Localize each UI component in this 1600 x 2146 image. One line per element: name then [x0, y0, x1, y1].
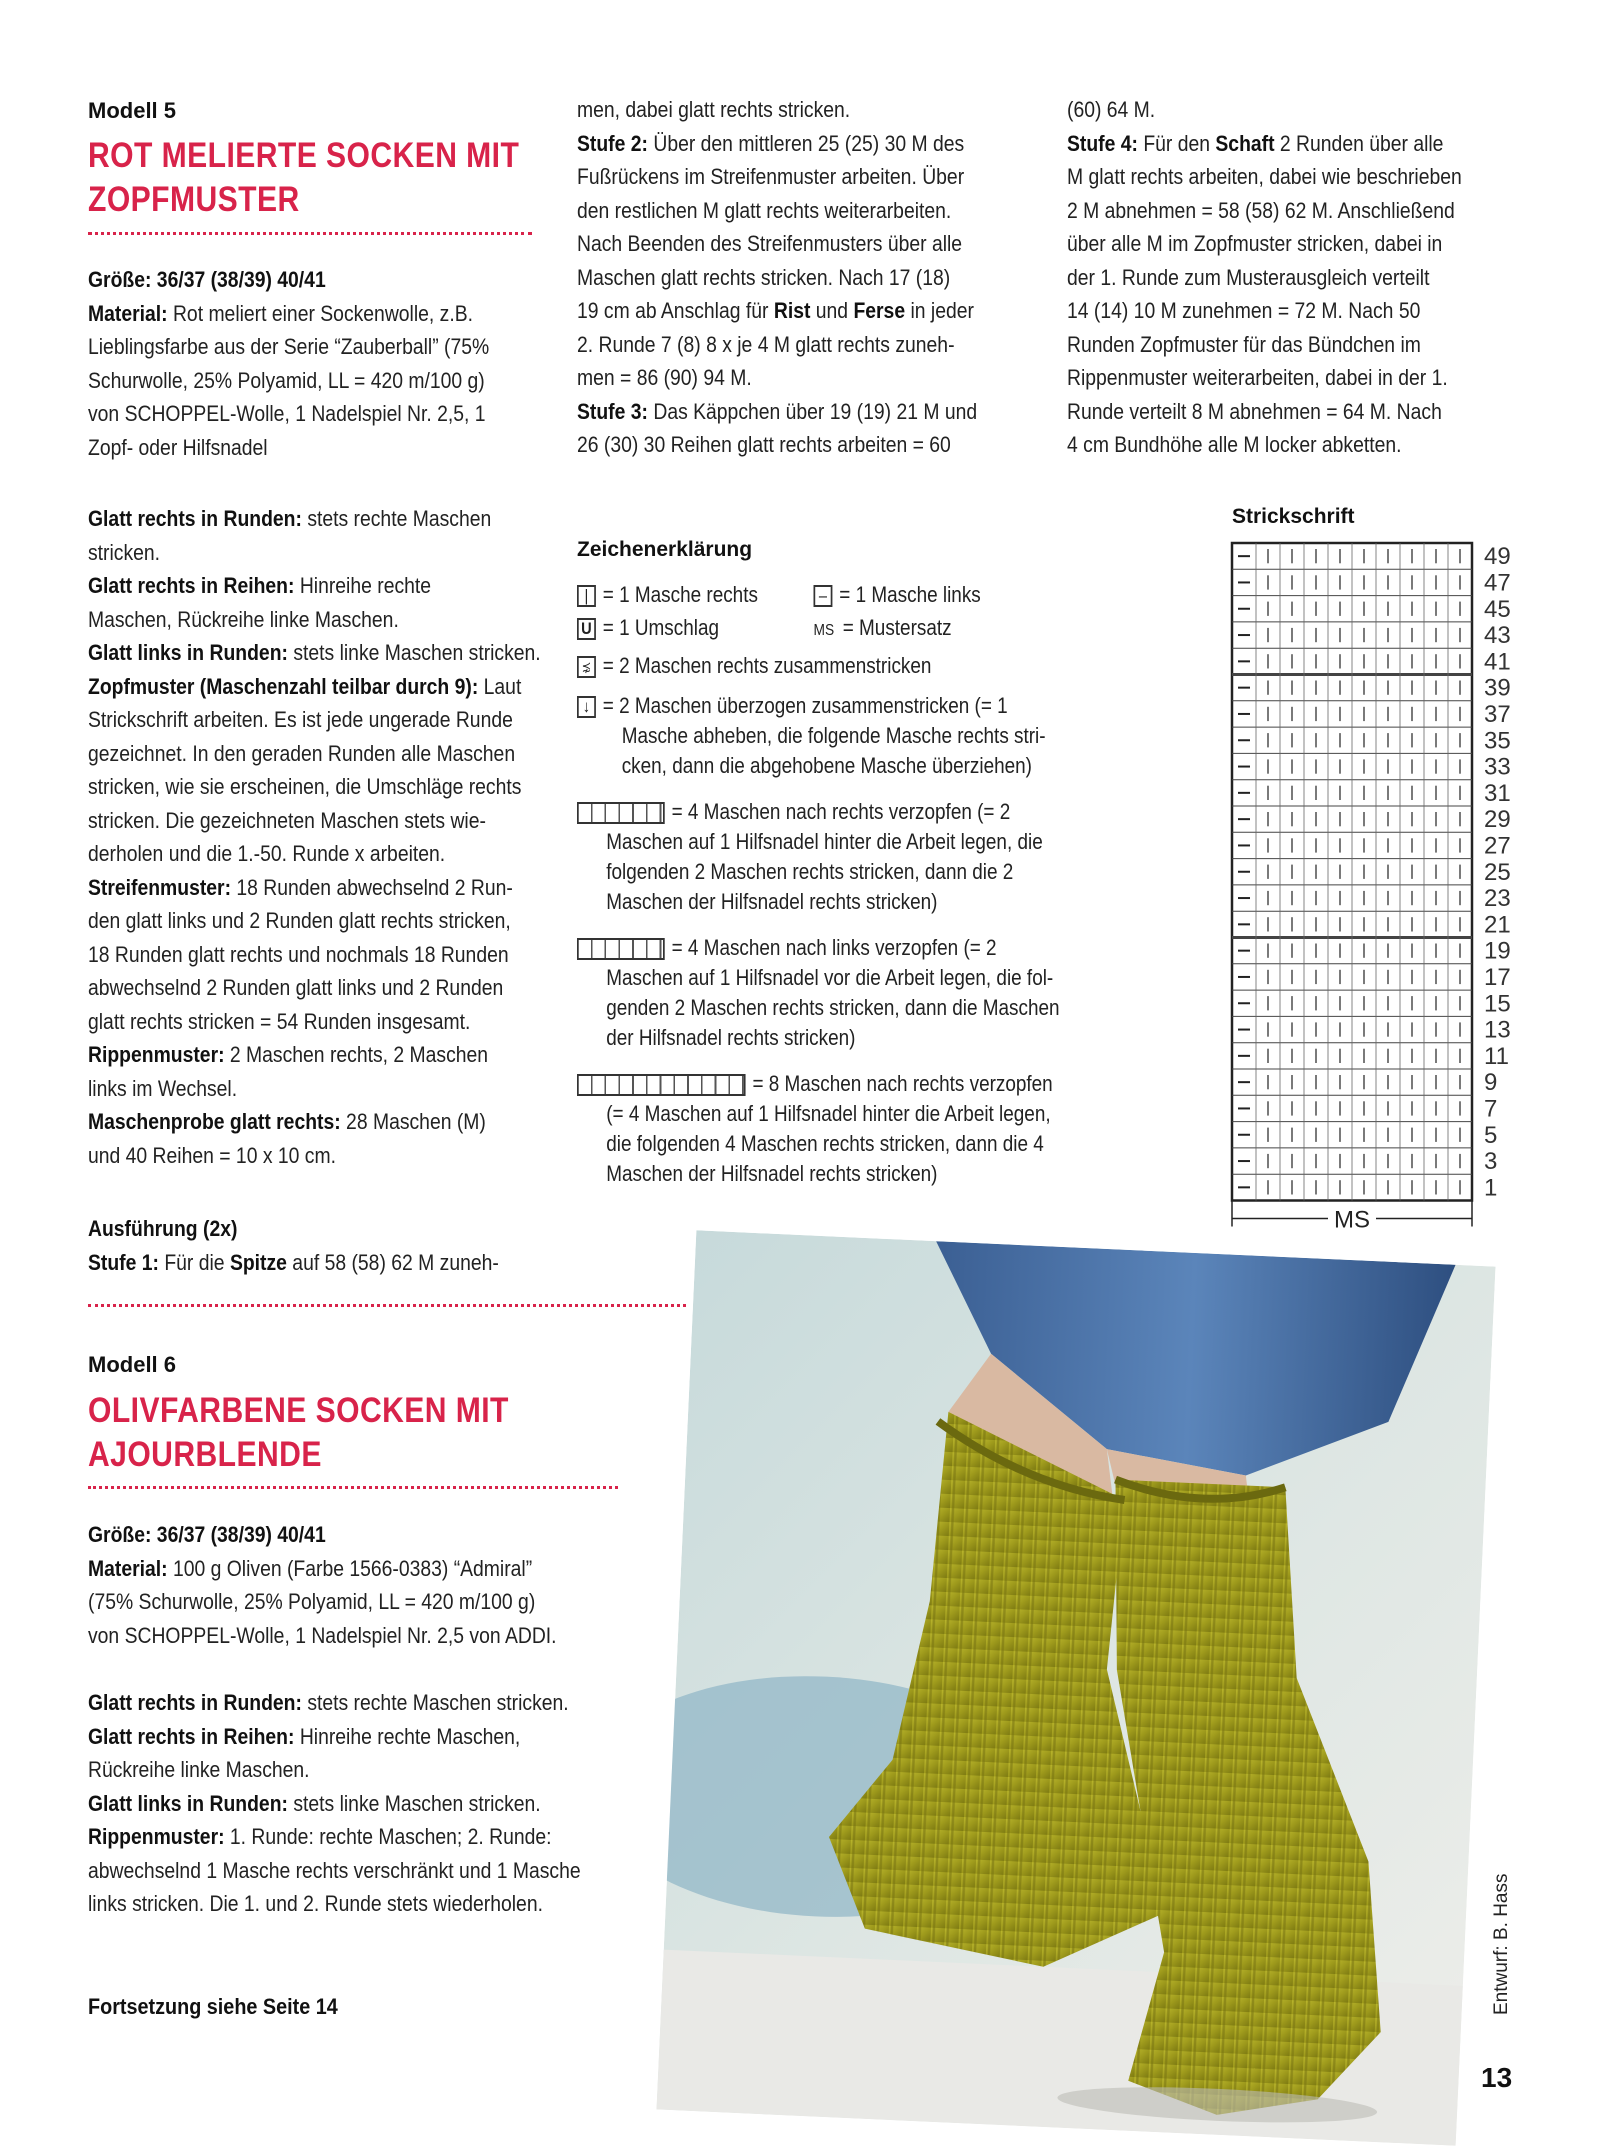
- pattern-label: Maschenprobe glatt rechts:: [88, 1109, 341, 1134]
- legend-text: = 1 Masche links: [839, 582, 981, 607]
- stufe-keyword: Ferse: [853, 298, 906, 323]
- pattern-label: Glatt links in Runden:: [88, 640, 288, 665]
- pattern-text: Maschen, Rückreihe linke Maschen.: [88, 606, 399, 632]
- knitting-chart: [1228, 535, 1528, 1240]
- pattern-text: stricken. Die gezeichneten Maschen stets wie-: [88, 807, 486, 833]
- legend-text: (= 4 Maschen auf 1 Hilfsnadel hinter die Arbeit legen,: [606, 1101, 1051, 1126]
- pattern-label: Glatt links in Runden:: [88, 1790, 288, 1816]
- material-label: Material:: [88, 1555, 168, 1581]
- stufe-text: Runden Zopfmuster für das Bündchen im: [1067, 331, 1421, 357]
- pattern-text: stets linke Maschen stricken.: [287, 1790, 541, 1816]
- pattern-text: stricken.: [88, 539, 161, 565]
- legend-text: Masche abheben, die folgende Masche rechts stri-: [621, 723, 1046, 748]
- pattern-label: Streifenmuster:: [88, 874, 232, 900]
- legend-text: = 1 Masche rechts: [602, 582, 758, 607]
- modell6-patterns-block: [88, 1686, 638, 1921]
- stufe-text: Rippenmuster weiterarbeiten, dabei in der 1.: [1067, 365, 1448, 390]
- pattern-label: Zopfmuster (Maschenzahl teilbar durch 9):: [88, 673, 479, 699]
- modell6-material-block: [88, 1518, 638, 1652]
- material-text: Schurwolle, 25% Polyamid, LL = 420 m/100 g): [88, 367, 485, 393]
- stufe-text: der 1. Runde zum Musterausgleich verteilt: [1067, 264, 1430, 290]
- cable-4-right-icon: [577, 802, 665, 824]
- stufe-label: Stufe 1:: [88, 1249, 159, 1275]
- modell5-title-line1: ROT MELIERTE SOCKEN MIT: [88, 136, 520, 175]
- chart-row-label: 11: [1484, 1042, 1509, 1070]
- stufe-text: Runde verteilt 8 M abnehmen = 64 M. Nach: [1067, 398, 1442, 424]
- chart-row-label: 31: [1484, 779, 1511, 807]
- pattern-text: Hinreihe rechte: [294, 573, 432, 598]
- modell6-title-line1: OLIVFARBENE SOCKEN MIT: [88, 1391, 509, 1430]
- legend-title: Zeichenerklärung: [577, 538, 753, 561]
- chart-row-label: 39: [1484, 674, 1511, 702]
- legend-text: = 4 Maschen nach links verzopfen (= 2: [671, 935, 997, 960]
- pattern-text: 18 Runden glatt rechts und nochmals 18 Runden: [88, 941, 509, 967]
- pattern-label: Rippenmuster:: [88, 1042, 225, 1067]
- stufe-keyword: Schaft: [1215, 130, 1275, 156]
- modell6-label: Modell 6: [88, 1352, 177, 1377]
- pattern-text: 18 Runden abwechselnd 2 Run-: [231, 874, 513, 900]
- material-label: Material:: [88, 300, 168, 326]
- pattern-text: 1. Runde: rechte Maschen; 2. Runde:: [224, 1824, 552, 1849]
- pattern-text: glatt rechts stricken = 54 Runden insgesamt.: [88, 1008, 471, 1034]
- ausfuehrung-block: [88, 1212, 625, 1279]
- chart-row-label: 17: [1484, 963, 1511, 991]
- repeat-symbol: MS: [813, 622, 835, 639]
- stufe-label: Stufe 3:: [577, 398, 648, 424]
- title-divider: [88, 232, 532, 235]
- chart-row-label: 9: [1484, 1069, 1498, 1097]
- legend-text: die folgenden 4 Maschen rechts stricken, dann die 4: [606, 1131, 1044, 1156]
- pattern-text: 28 Maschen (M): [340, 1109, 486, 1134]
- pattern-text: gezeichnet. In den geraden Runden alle Maschen: [88, 740, 516, 766]
- modell5-title: [88, 134, 570, 222]
- stufe-text: über alle M im Zopfmuster stricken, dabei in: [1067, 231, 1443, 256]
- column3-text: [1067, 93, 1506, 462]
- chart-row-label: 23: [1484, 885, 1511, 913]
- modell6-title: [88, 1389, 570, 1477]
- socks-photo: [656, 1230, 1495, 2145]
- stufe-text: Nach Beenden des Streifenmusters über alle: [577, 231, 963, 256]
- legend-text: cken, dann die abgehobene Masche überziehen): [621, 753, 1032, 778]
- legend-text: = 2 Maschen rechts zusammenstricken: [602, 653, 932, 678]
- stufe-text: den restlichen M glatt rechts weiterarbeiten.: [577, 197, 952, 223]
- material-text: 100 g Oliven (Farbe 1566-0383) “Admiral”: [167, 1555, 533, 1581]
- stufe-text: Für die: [158, 1249, 230, 1275]
- pattern-text: Rückreihe linke Maschen.: [88, 1757, 310, 1782]
- pattern-text: 2 Maschen rechts, 2 Maschen: [224, 1042, 489, 1067]
- stufe-text: 2 M abnehmen = 58 (58) 62 M. Anschließend: [1067, 197, 1455, 223]
- ausfuehrung-label: Ausführung (2x): [88, 1216, 238, 1241]
- pattern-text: abwechselnd 2 Runden glatt links und 2 Runden: [88, 975, 504, 1000]
- stufe-text: M glatt rechts arbeiten, dabei wie beschrieben: [1067, 164, 1462, 189]
- continuation-note: Fortsetzung siehe Seite 14: [88, 1994, 338, 2019]
- pattern-text: derholen und die 1.-50. Runde x arbeiten.: [88, 841, 446, 866]
- socks-illustration: [656, 1230, 1495, 2145]
- legend-text: = 8 Maschen nach rechts verzopfen: [752, 1071, 1053, 1096]
- pattern-label: Glatt rechts in Runden:: [88, 506, 302, 531]
- chart-row-label: 29: [1484, 806, 1511, 834]
- chart-row-label: 25: [1484, 858, 1511, 886]
- stufe-text: und: [810, 298, 854, 323]
- modell5-material-block: [88, 263, 625, 464]
- stufe-text: 26 (30) 30 Reihen glatt rechts arbeiten = 60: [577, 432, 951, 457]
- chart-row-label: 3: [1484, 1148, 1498, 1176]
- chart-row-label: 41: [1484, 648, 1511, 676]
- stufe-text: 14 (14) 10 M zunehmen = 72 M. Nach 50: [1067, 298, 1421, 323]
- pattern-label: Glatt rechts in Runden:: [88, 1690, 302, 1715]
- chart-row-label: 1: [1484, 1174, 1498, 1202]
- pattern-text: Hinreihe rechte Maschen,: [294, 1723, 521, 1749]
- section-divider: [88, 1304, 698, 1307]
- pattern-text: abwechselnd 1 Masche rechts verschränkt und 1 Masche: [88, 1857, 581, 1883]
- knit-symbol-icon: |: [577, 585, 596, 607]
- stufe-text: in jeder: [905, 298, 974, 323]
- stufe-text: Das Käppchen über 19 (19) 21 M und: [647, 398, 978, 424]
- chart-row-label: 43: [1484, 622, 1511, 650]
- stufe-text: 19 cm ab Anschlag für: [577, 298, 774, 323]
- pattern-text: Laut: [478, 673, 522, 699]
- stufe-text: 2 Runden über alle: [1274, 130, 1444, 156]
- size-label: Größe: 36/37 (38/39) 40/41: [88, 1522, 326, 1547]
- legend-text: genden 2 Maschen rechts stricken, dann die Maschen: [606, 995, 1060, 1020]
- stufe-text: Maschen glatt rechts stricken. Nach 17 (18): [577, 264, 951, 290]
- stufe-keyword: Spitze: [229, 1249, 287, 1275]
- stufe-text: auf 58 (58) 62 M zuneh-: [286, 1249, 499, 1275]
- pattern-text: und 40 Reihen = 10 x 10 cm.: [88, 1142, 336, 1168]
- stufe-text: men, dabei glatt rechts stricken.: [577, 97, 851, 122]
- pattern-text: den glatt links und 2 Runden glatt rechts stricken,: [88, 908, 511, 933]
- chart-row-label: 21: [1484, 911, 1511, 939]
- modell6-title-line2: AJOURBLENDE: [88, 1435, 322, 1474]
- size-label: Größe: 36/37 (38/39) 40/41: [88, 267, 326, 292]
- page-number: 13: [1481, 2062, 1513, 2093]
- pattern-text: Strickschrift arbeiten. Es ist jede ungerade Runde: [88, 707, 513, 732]
- cable-4-left-icon: [577, 938, 665, 960]
- chart-row-label: 45: [1484, 595, 1511, 623]
- material-text: Lieblingsfarbe aus der Serie “Zauberball” (75%: [88, 334, 490, 359]
- modell5-label: Modell 5: [88, 98, 177, 123]
- legend-text: Maschen auf 1 Hilfsnadel vor die Arbeit legen, die fol-: [606, 965, 1054, 990]
- photo-credit: Entwurf: B. Hass: [1491, 1873, 1512, 2015]
- legend-text: der Hilfsnadel rechts stricken): [606, 1025, 856, 1050]
- pattern-text: stets rechte Maschen stricken.: [301, 1690, 569, 1715]
- material-text: Rot meliert einer Sockenwolle, z.B.: [167, 300, 474, 326]
- chart-row-label: 13: [1484, 1016, 1511, 1044]
- chart-row-label: 49: [1484, 543, 1511, 571]
- legend-text: = 2 Maschen überzogen zusammenstricken (= 1: [602, 693, 1008, 718]
- chart-row-label: 5: [1484, 1121, 1498, 1149]
- repeat-label: MS: [1334, 1206, 1370, 1234]
- material-text: von SCHOPPEL-Wolle, 1 Nadelspiel Nr. 2,5, 1: [88, 401, 486, 426]
- pattern-label: Glatt rechts in Reihen:: [88, 1723, 295, 1749]
- material-text: von SCHOPPEL-Wolle, 1 Nadelspiel Nr. 2,5 von ADDI.: [88, 1622, 557, 1648]
- stufe-text: 2. Runde 7 (8) 8 x je 4 M glatt rechts zuneh-: [577, 331, 955, 357]
- legend: [577, 580, 1162, 1189]
- material-text: Zopf- oder Hilfsnadel: [88, 434, 268, 460]
- legend-text: = Mustersatz: [842, 615, 952, 640]
- stufe-text: Über den mittleren 25 (25) 30 M des: [647, 130, 965, 156]
- k2tog-icon: ⋨: [577, 656, 596, 678]
- chart-row-label: 15: [1484, 990, 1511, 1018]
- stufe-label: Stufe 2:: [577, 130, 648, 156]
- purl-symbol-icon: –: [814, 585, 833, 607]
- legend-text: = 4 Maschen nach rechts verzopfen (= 2: [671, 799, 1011, 824]
- legend-text: folgenden 2 Maschen rechts stricken, dann die 2: [606, 859, 1014, 884]
- stufe-text: 4 cm Bundhöhe alle M locker abketten.: [1067, 432, 1402, 457]
- stufe-text: Fußrückens im Streifenmuster arbeiten. Über: [577, 164, 965, 189]
- pattern-text: links im Wechsel.: [88, 1075, 238, 1101]
- stufe-text: Für den: [1137, 130, 1216, 156]
- chart-row-label: 37: [1484, 700, 1511, 728]
- chart-row-label: 27: [1484, 832, 1511, 860]
- stufe-text: men = 86 (90) 94 M.: [577, 365, 752, 390]
- pattern-text: links stricken. Die 1. und 2. Runde stets wiederholen.: [88, 1891, 543, 1916]
- modell5-patterns-block: [88, 502, 625, 1172]
- chart-title: Strickschrift: [1232, 505, 1355, 528]
- chart-row-label: 19: [1484, 937, 1511, 965]
- chart-row-label: 47: [1484, 569, 1511, 597]
- chart-row-label: 35: [1484, 727, 1511, 755]
- legend-text: Maschen der Hilfsnadel rechts stricken): [606, 889, 938, 914]
- chart-row-label: 7: [1484, 1095, 1498, 1123]
- legend-text: Maschen auf 1 Hilfsnadel hinter die Arbeit legen, die: [606, 829, 1043, 854]
- yarn-over-icon: U: [577, 618, 596, 640]
- pattern-text: stets linke Maschen stricken.: [287, 640, 541, 665]
- chart-row-label: 33: [1484, 753, 1511, 781]
- legend-text: = 1 Umschlag: [602, 615, 720, 640]
- pattern-label: Rippenmuster:: [88, 1824, 225, 1849]
- stufe-label: Stufe 4:: [1067, 130, 1138, 156]
- legend-text: Maschen der Hilfsnadel rechts stricken): [606, 1161, 938, 1186]
- pattern-text: stets rechte Maschen: [301, 506, 492, 531]
- pattern-label: Glatt rechts in Reihen:: [88, 573, 295, 598]
- stufe-keyword: Rist: [773, 298, 811, 323]
- title-divider: [88, 1486, 618, 1489]
- material-text: (75% Schurwolle, 25% Polyamid, LL = 420 m/100 g): [88, 1589, 536, 1614]
- cable-8-right-icon: [577, 1074, 746, 1096]
- stufe-text: (60) 64 M.: [1067, 97, 1156, 122]
- modell5-title-line2: ZOPFMUSTER: [88, 180, 300, 219]
- column2-text: [577, 93, 1024, 462]
- pattern-text: stricken, wie sie erscheinen, die Umschläge rechts: [88, 774, 522, 799]
- ssk-arrow-icon: ↓: [577, 696, 596, 718]
